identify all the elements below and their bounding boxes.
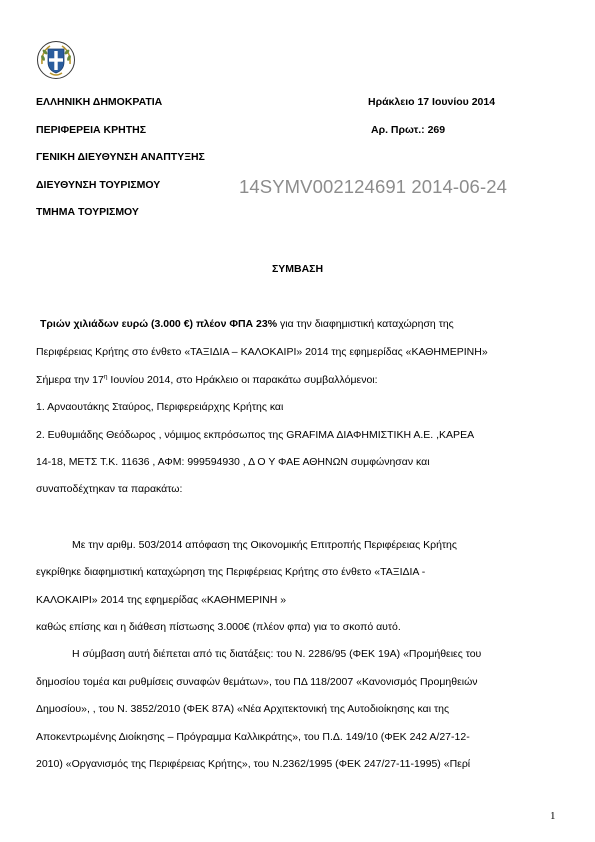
body-line: Δημοσίου», , του Ν. 3852/2010 (ΦΕΚ 87Α) «Νέα Αρχιτεκτονική της Αυτοδιοίκησης και της (36, 703, 450, 715)
body-line: 2010) «Οργανισμός της Περιφέρειας Κρήτης», του Ν.2362/1995 (ΦΕΚ 247/27-11-1995) «Περί (36, 758, 471, 770)
header-issuer-line: ΠΕΡΙΦΕΡΕΙΑ ΚΡΗΤΗΣ (36, 124, 147, 136)
header-issuer-line: ΓΕΝΙΚΗ ΔΙΕΥΘΥΝΣΗ ΑΝΑΠΤΥΞΗΣ (36, 151, 205, 163)
body-line: Με την αριθμ. 503/2014 απόφαση της Οικονομικής Επιτροπής Περιφέρειας Κρήτης (72, 539, 457, 551)
body-line: 1. Αρναουτάκης Σταύρος, Περιφερειάρχης Κρήτης και (36, 401, 284, 413)
body-line: καθώς επίσης και η διάθεση πίστωσης 3.000€ (πλέον φπα) για το σκοπό αυτό. (36, 621, 401, 633)
body-line: δημοσίου τομέα και ρυθμίσεις συναφών θεμάτων», του ΠΔ 118/2007 «Κανονισμός Προμηθειών (36, 676, 478, 688)
page-number: 1 (550, 810, 556, 822)
body-text: Σήμερα την 17 (36, 374, 104, 386)
body-line: εγκρίθηκε διαφημιστική καταχώρηση της Περιφέρειας Κρήτης στο ένθετο «ΤΑΞΙΔΙΑ - (36, 566, 426, 578)
body-line: Αποκεντρωμένης Διοίκησης – Πρόγραμμα Καλλικράτης», του Π.Δ. 149/10 (ΦΕΚ 242 Α/27-12- (36, 731, 470, 743)
body-line: Η σύμβαση αυτή διέπεται από τις διατάξεις: του Ν. 2286/95 (ΦΕΚ 19Α) «Προμήθειες του (72, 648, 482, 660)
amount-text: Τριών χιλιάδων ευρώ (3.000 €) πλέον ΦΠΑ 23% (40, 318, 278, 330)
document-title: ΣΥΜΒΑΣΗ (271, 263, 324, 275)
date-place: Ηράκλειο 17 Ιουνίου 2014 (368, 96, 496, 108)
body-line: συναποδέχτηκαν τα παρακάτω: (36, 483, 183, 495)
body-line: Περιφέρειας Κρήτης στο ένθετο «ΤΑΞΙΔΙΑ – ΚΑΛΟΚΑΙΡΙ» 2014 της εφημερίδας «ΚΑΘΗΜΕΡΙΝΗ» (36, 346, 488, 358)
body-line: 14-18, ΜΕΤΣ Τ.Κ. 11636 , ΑΦΜ: 999594930 , Δ Ο Υ ΦΑΕ ΑΘΗΝΩΝ συμφώνησαν και (36, 456, 430, 468)
header-issuer-line: ΕΛΛΗΝΙΚΗ ΔΗΜΟΚΡΑΤΙΑ (36, 96, 163, 108)
body-text: για την διαφημιστική καταχώρηση της (277, 318, 454, 330)
body-text: Ιουνίου 2014, στο Ηράκλειο οι παρακάτω συμβαλλόμενοι: (107, 374, 378, 386)
greek-coat-of-arms-icon (36, 40, 76, 80)
header-issuer-line: ΤΜΗΜΑ ΤΟΥΡΙΣΜΟΥ (36, 206, 139, 218)
protocol-number: Αρ. Πρωτ.: 269 (371, 124, 446, 136)
ordinal-superscript: η (103, 373, 108, 381)
body-line (40, 318, 454, 330)
header-issuer-line: ΔΙΕΥΘΥΝΣΗ ΤΟΥΡΙΣΜΟΥ (36, 179, 161, 191)
body-line: 2. Ευθυμιάδης Θεόδωρος , νόμιμος εκπρόσωπος της GRAFIMA ΔΙΑΦΗΜΙΣΤΙΚΗ Α.Ε. ,ΚΑΡΕΑ (36, 429, 475, 441)
ada-stamp: 14SYMV002124691 2014-06-24 (239, 176, 507, 197)
body-line: ΚΑΛΟΚΑΙΡΙ» 2014 της εφημερίδας «ΚΑΘΗΜΕΡΙΝΗ » (36, 594, 287, 606)
body-line (36, 374, 378, 386)
